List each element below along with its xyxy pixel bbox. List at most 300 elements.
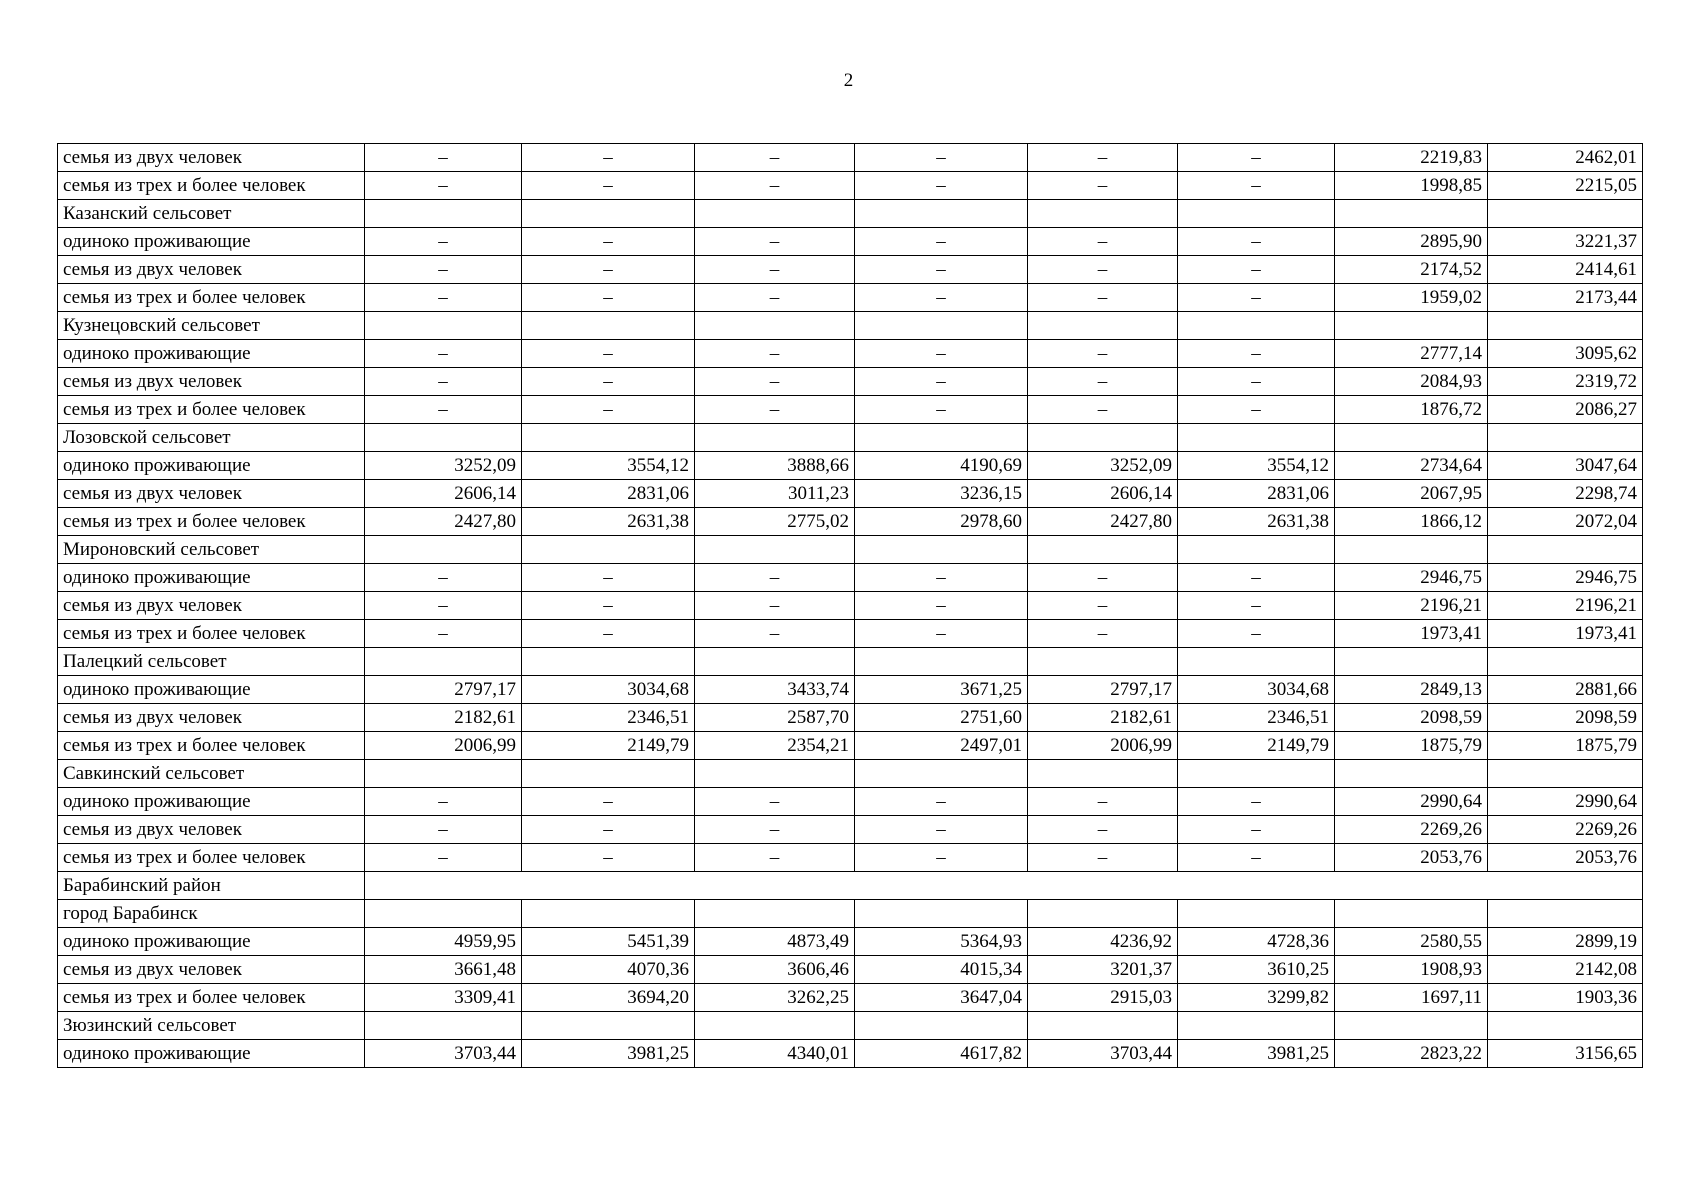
table-cell: – bbox=[522, 396, 695, 424]
table-cell: – bbox=[1028, 228, 1178, 256]
table-row bbox=[58, 452, 1643, 480]
empty-cell bbox=[1028, 312, 1178, 340]
table-cell: – bbox=[522, 144, 695, 172]
table-cell: 4959,95 bbox=[365, 928, 522, 956]
table-row bbox=[58, 732, 1643, 760]
table-cell: 3262,25 bbox=[695, 984, 855, 1012]
table-cell: 2067,95 bbox=[1335, 480, 1488, 508]
table-cell: – bbox=[695, 620, 855, 648]
table-cell: – bbox=[522, 256, 695, 284]
empty-cell bbox=[365, 200, 522, 228]
table-cell: 2298,74 bbox=[1488, 480, 1643, 508]
row-label: одиноко проживающие bbox=[58, 452, 365, 480]
table-cell: 2462,01 bbox=[1488, 144, 1643, 172]
section-row bbox=[58, 900, 1643, 928]
empty-cell bbox=[365, 536, 522, 564]
table-cell: – bbox=[695, 340, 855, 368]
district-label: Барабинский район bbox=[58, 872, 365, 900]
table-cell: – bbox=[1028, 368, 1178, 396]
empty-cell bbox=[695, 536, 855, 564]
table-cell: 2587,70 bbox=[695, 704, 855, 732]
empty-cell bbox=[522, 536, 695, 564]
row-label: одиноко проживающие bbox=[58, 788, 365, 816]
row-label: семья из двух человек bbox=[58, 480, 365, 508]
table-row bbox=[58, 256, 1643, 284]
table-cell: – bbox=[1028, 172, 1178, 200]
table-cell: 2631,38 bbox=[1178, 508, 1335, 536]
table-cell: 2346,51 bbox=[1178, 704, 1335, 732]
empty-cell bbox=[695, 1012, 855, 1040]
empty-cell bbox=[1028, 424, 1178, 452]
row-label: семья из двух человек bbox=[58, 956, 365, 984]
table-cell: 1866,12 bbox=[1335, 508, 1488, 536]
row-label: семья из двух человек bbox=[58, 144, 365, 172]
table-cell: 3981,25 bbox=[522, 1040, 695, 1068]
table-cell: 2215,05 bbox=[1488, 172, 1643, 200]
table-cell: – bbox=[1028, 144, 1178, 172]
row-label: семья из двух человек bbox=[58, 368, 365, 396]
table-cell: 5451,39 bbox=[522, 928, 695, 956]
empty-cell bbox=[695, 200, 855, 228]
table-cell: – bbox=[855, 396, 1028, 424]
empty-cell bbox=[1488, 200, 1643, 228]
empty-cell bbox=[1488, 536, 1643, 564]
table-cell: 2831,06 bbox=[1178, 480, 1335, 508]
table-row bbox=[58, 480, 1643, 508]
table-cell: – bbox=[1028, 396, 1178, 424]
table-cell: 2915,03 bbox=[1028, 984, 1178, 1012]
empty-cell bbox=[695, 312, 855, 340]
table-cell: 2149,79 bbox=[522, 732, 695, 760]
table-cell: 2086,27 bbox=[1488, 396, 1643, 424]
table-cell: – bbox=[1028, 284, 1178, 312]
table-cell: 2072,04 bbox=[1488, 508, 1643, 536]
table-cell: 3888,66 bbox=[695, 452, 855, 480]
table-cell: 2414,61 bbox=[1488, 256, 1643, 284]
empty-cell bbox=[365, 872, 1643, 900]
empty-cell bbox=[1178, 200, 1335, 228]
empty-cell bbox=[522, 1012, 695, 1040]
table-row bbox=[58, 228, 1643, 256]
table-cell: – bbox=[695, 228, 855, 256]
table-cell: 2427,80 bbox=[365, 508, 522, 536]
table-cell: 4340,01 bbox=[695, 1040, 855, 1068]
empty-cell bbox=[1488, 760, 1643, 788]
empty-cell bbox=[1488, 648, 1643, 676]
empty-cell bbox=[1028, 200, 1178, 228]
table-cell: 3554,12 bbox=[522, 452, 695, 480]
empty-cell bbox=[1335, 1012, 1488, 1040]
table-cell: 3671,25 bbox=[855, 676, 1028, 704]
table-cell: 1959,02 bbox=[1335, 284, 1488, 312]
table-cell: 2196,21 bbox=[1335, 592, 1488, 620]
table-cell: – bbox=[365, 368, 522, 396]
table-cell: – bbox=[1178, 620, 1335, 648]
table-cell: – bbox=[695, 844, 855, 872]
empty-cell bbox=[1178, 760, 1335, 788]
table-cell: 3252,09 bbox=[365, 452, 522, 480]
table-cell: 2319,72 bbox=[1488, 368, 1643, 396]
table-row bbox=[58, 816, 1643, 844]
section-row bbox=[58, 200, 1643, 228]
tariff-table bbox=[57, 143, 1643, 1068]
table-cell: 2174,52 bbox=[1335, 256, 1488, 284]
empty-cell bbox=[522, 900, 695, 928]
empty-cell bbox=[1178, 648, 1335, 676]
table-cell: 2606,14 bbox=[365, 480, 522, 508]
table-cell: 2142,08 bbox=[1488, 956, 1643, 984]
table-row bbox=[58, 788, 1643, 816]
empty-cell bbox=[522, 648, 695, 676]
table-cell: 2978,60 bbox=[855, 508, 1028, 536]
row-label: семья из трех и более человек bbox=[58, 284, 365, 312]
table-row bbox=[58, 984, 1643, 1012]
table-cell: – bbox=[1028, 256, 1178, 284]
table-row bbox=[58, 144, 1643, 172]
empty-cell bbox=[695, 900, 855, 928]
table-cell: – bbox=[1178, 144, 1335, 172]
empty-cell bbox=[1335, 424, 1488, 452]
table-cell: – bbox=[855, 256, 1028, 284]
row-label: семья из трех и более человек bbox=[58, 620, 365, 648]
table-cell: 3647,04 bbox=[855, 984, 1028, 1012]
table-cell: 4728,36 bbox=[1178, 928, 1335, 956]
table-cell: 2149,79 bbox=[1178, 732, 1335, 760]
empty-cell bbox=[855, 536, 1028, 564]
table-cell: – bbox=[522, 620, 695, 648]
table-cell: 2990,64 bbox=[1488, 788, 1643, 816]
empty-cell bbox=[695, 760, 855, 788]
row-label: семья из двух человек bbox=[58, 816, 365, 844]
table-cell: 2098,59 bbox=[1335, 704, 1488, 732]
table-cell: 2823,22 bbox=[1335, 1040, 1488, 1068]
table-cell: 2990,64 bbox=[1335, 788, 1488, 816]
row-label: семья из двух человек bbox=[58, 256, 365, 284]
table-cell: – bbox=[365, 844, 522, 872]
empty-cell bbox=[855, 424, 1028, 452]
page-number: 2 bbox=[843, 70, 854, 91]
empty-cell bbox=[522, 424, 695, 452]
table-row bbox=[58, 284, 1643, 312]
empty-cell bbox=[1178, 536, 1335, 564]
row-label: семья из двух человек bbox=[58, 704, 365, 732]
table-row bbox=[58, 928, 1643, 956]
table-cell: 2797,17 bbox=[1028, 676, 1178, 704]
table-cell: – bbox=[1178, 592, 1335, 620]
empty-cell bbox=[1178, 424, 1335, 452]
table-cell: 3095,62 bbox=[1488, 340, 1643, 368]
table-cell: 2006,99 bbox=[1028, 732, 1178, 760]
table-cell: 2182,61 bbox=[1028, 704, 1178, 732]
table-cell: – bbox=[855, 844, 1028, 872]
table-cell: 2899,19 bbox=[1488, 928, 1643, 956]
table-cell: – bbox=[855, 144, 1028, 172]
table-cell: 4070,36 bbox=[522, 956, 695, 984]
table-cell: 3554,12 bbox=[1178, 452, 1335, 480]
empty-cell bbox=[365, 424, 522, 452]
table-cell: – bbox=[522, 172, 695, 200]
table-cell: 3309,41 bbox=[365, 984, 522, 1012]
table-cell: – bbox=[522, 228, 695, 256]
table-cell: 2173,44 bbox=[1488, 284, 1643, 312]
section-label: Савкинский сельсовет bbox=[58, 760, 365, 788]
table-cell: – bbox=[695, 592, 855, 620]
table-cell: – bbox=[695, 816, 855, 844]
row-label: семья из двух человек bbox=[58, 592, 365, 620]
table-cell: 2269,26 bbox=[1335, 816, 1488, 844]
empty-cell bbox=[1178, 900, 1335, 928]
table-cell: 3034,68 bbox=[522, 676, 695, 704]
table-cell: 2497,01 bbox=[855, 732, 1028, 760]
table-cell: 2219,83 bbox=[1335, 144, 1488, 172]
empty-cell bbox=[365, 760, 522, 788]
empty-cell bbox=[695, 648, 855, 676]
empty-cell bbox=[855, 312, 1028, 340]
table-cell: 2580,55 bbox=[1335, 928, 1488, 956]
table-cell: – bbox=[522, 368, 695, 396]
table-cell: 3694,20 bbox=[522, 984, 695, 1012]
empty-cell bbox=[1178, 1012, 1335, 1040]
table-cell: 1903,36 bbox=[1488, 984, 1643, 1012]
empty-cell bbox=[1028, 760, 1178, 788]
table-cell: – bbox=[365, 620, 522, 648]
empty-cell bbox=[1178, 312, 1335, 340]
table-cell: – bbox=[1178, 172, 1335, 200]
table-body bbox=[58, 144, 1643, 1068]
table-cell: 2946,75 bbox=[1488, 564, 1643, 592]
table-cell: – bbox=[365, 144, 522, 172]
empty-cell bbox=[1028, 1012, 1178, 1040]
table-cell: 2346,51 bbox=[522, 704, 695, 732]
table-cell: 5364,93 bbox=[855, 928, 1028, 956]
table-cell: – bbox=[365, 284, 522, 312]
table-cell: 2631,38 bbox=[522, 508, 695, 536]
table-cell: 4190,69 bbox=[855, 452, 1028, 480]
table-cell: 3661,48 bbox=[365, 956, 522, 984]
table-cell: – bbox=[1178, 368, 1335, 396]
table-row bbox=[58, 1040, 1643, 1068]
table-cell: – bbox=[1178, 564, 1335, 592]
table-cell: 2606,14 bbox=[1028, 480, 1178, 508]
table-cell: 3981,25 bbox=[1178, 1040, 1335, 1068]
table-row bbox=[58, 844, 1643, 872]
table-cell: 2084,93 bbox=[1335, 368, 1488, 396]
table-cell: – bbox=[365, 564, 522, 592]
table-row bbox=[58, 564, 1643, 592]
table-cell: – bbox=[1028, 788, 1178, 816]
table-cell: – bbox=[1178, 284, 1335, 312]
table-cell: 2269,26 bbox=[1488, 816, 1643, 844]
table-cell: – bbox=[695, 564, 855, 592]
section-row bbox=[58, 312, 1643, 340]
table-row bbox=[58, 396, 1643, 424]
table-cell: 3299,82 bbox=[1178, 984, 1335, 1012]
table-cell: – bbox=[1178, 228, 1335, 256]
table-cell: – bbox=[522, 284, 695, 312]
empty-cell bbox=[365, 648, 522, 676]
table-cell: – bbox=[695, 396, 855, 424]
table-cell: 3252,09 bbox=[1028, 452, 1178, 480]
table-row bbox=[58, 508, 1643, 536]
table-row bbox=[58, 592, 1643, 620]
table-cell: 2831,06 bbox=[522, 480, 695, 508]
section-label: Казанский сельсовет bbox=[58, 200, 365, 228]
table-cell: – bbox=[1028, 816, 1178, 844]
empty-cell bbox=[1488, 1012, 1643, 1040]
table-cell: 4236,92 bbox=[1028, 928, 1178, 956]
table-cell: – bbox=[522, 816, 695, 844]
table-cell: 4015,34 bbox=[855, 956, 1028, 984]
table-cell: 3703,44 bbox=[1028, 1040, 1178, 1068]
table-cell: 2053,76 bbox=[1488, 844, 1643, 872]
table-cell: – bbox=[855, 788, 1028, 816]
section-label: город Барабинск bbox=[58, 900, 365, 928]
empty-cell bbox=[365, 1012, 522, 1040]
row-label: семья из трех и более человек bbox=[58, 172, 365, 200]
table-cell: 3606,46 bbox=[695, 956, 855, 984]
table-cell: – bbox=[365, 396, 522, 424]
row-label: семья из трех и более человек bbox=[58, 732, 365, 760]
row-label: одиноко проживающие bbox=[58, 340, 365, 368]
section-row bbox=[58, 648, 1643, 676]
table-cell: 3034,68 bbox=[1178, 676, 1335, 704]
table-cell: 3221,37 bbox=[1488, 228, 1643, 256]
table-cell: – bbox=[695, 284, 855, 312]
table-cell: 2946,75 bbox=[1335, 564, 1488, 592]
section-label: Мироновский сельсовет bbox=[58, 536, 365, 564]
table-cell: – bbox=[1178, 844, 1335, 872]
table-cell: – bbox=[365, 228, 522, 256]
district-row bbox=[58, 872, 1643, 900]
table-cell: – bbox=[1028, 564, 1178, 592]
row-label: семья из трех и более человек bbox=[58, 844, 365, 872]
table-cell: – bbox=[695, 144, 855, 172]
table-cell: – bbox=[855, 368, 1028, 396]
empty-cell bbox=[365, 900, 522, 928]
table-cell: – bbox=[522, 340, 695, 368]
row-label: одиноко проживающие bbox=[58, 1040, 365, 1068]
table-cell: – bbox=[1178, 256, 1335, 284]
table-cell: 1973,41 bbox=[1335, 620, 1488, 648]
table-cell: – bbox=[365, 172, 522, 200]
table-cell: 3047,64 bbox=[1488, 452, 1643, 480]
table-cell: 3201,37 bbox=[1028, 956, 1178, 984]
table-cell: 3610,25 bbox=[1178, 956, 1335, 984]
empty-cell bbox=[1335, 312, 1488, 340]
section-label: Палецкий сельсовет bbox=[58, 648, 365, 676]
table-cell: – bbox=[855, 564, 1028, 592]
empty-cell bbox=[522, 200, 695, 228]
row-label: одиноко проживающие bbox=[58, 228, 365, 256]
table-cell: – bbox=[1028, 844, 1178, 872]
table-cell: – bbox=[365, 592, 522, 620]
empty-cell bbox=[855, 648, 1028, 676]
table-cell: 2182,61 bbox=[365, 704, 522, 732]
table-cell: – bbox=[695, 788, 855, 816]
table-cell: 2881,66 bbox=[1488, 676, 1643, 704]
section-label: Кузнецовский сельсовет bbox=[58, 312, 365, 340]
table-cell: – bbox=[855, 228, 1028, 256]
table-cell: – bbox=[522, 564, 695, 592]
table-cell: 3703,44 bbox=[365, 1040, 522, 1068]
table-cell: – bbox=[1028, 592, 1178, 620]
table-cell: – bbox=[365, 340, 522, 368]
row-label: семья из трех и более человек bbox=[58, 984, 365, 1012]
table-cell: 2427,80 bbox=[1028, 508, 1178, 536]
table-cell: – bbox=[522, 592, 695, 620]
section-label: Зюзинский сельсовет bbox=[58, 1012, 365, 1040]
empty-cell bbox=[1335, 760, 1488, 788]
table-cell: – bbox=[695, 172, 855, 200]
table-row bbox=[58, 956, 1643, 984]
table-cell: 2775,02 bbox=[695, 508, 855, 536]
table-cell: 2734,64 bbox=[1335, 452, 1488, 480]
empty-cell bbox=[1335, 648, 1488, 676]
table-row bbox=[58, 172, 1643, 200]
table-cell: – bbox=[522, 844, 695, 872]
table-cell: 3236,15 bbox=[855, 480, 1028, 508]
table-cell: – bbox=[855, 620, 1028, 648]
empty-cell bbox=[1335, 536, 1488, 564]
table-cell: 3011,23 bbox=[695, 480, 855, 508]
empty-cell bbox=[1488, 900, 1643, 928]
table-cell: 2196,21 bbox=[1488, 592, 1643, 620]
table-cell: 2354,21 bbox=[695, 732, 855, 760]
table-cell: 3156,65 bbox=[1488, 1040, 1643, 1068]
row-label: семья из трех и более человек bbox=[58, 508, 365, 536]
table-cell: – bbox=[695, 368, 855, 396]
empty-cell bbox=[1028, 648, 1178, 676]
table-cell: 1876,72 bbox=[1335, 396, 1488, 424]
table-cell: 2797,17 bbox=[365, 676, 522, 704]
section-row bbox=[58, 1012, 1643, 1040]
empty-cell bbox=[522, 312, 695, 340]
empty-cell bbox=[1335, 200, 1488, 228]
section-row bbox=[58, 424, 1643, 452]
table-cell: – bbox=[365, 256, 522, 284]
table-cell: – bbox=[855, 816, 1028, 844]
empty-cell bbox=[1028, 536, 1178, 564]
empty-cell bbox=[855, 760, 1028, 788]
table-cell: – bbox=[1178, 340, 1335, 368]
table-cell: – bbox=[855, 340, 1028, 368]
table-cell: – bbox=[1178, 816, 1335, 844]
table-cell: 1875,79 bbox=[1335, 732, 1488, 760]
table-cell: 3433,74 bbox=[695, 676, 855, 704]
table-cell: 4617,82 bbox=[855, 1040, 1028, 1068]
table-cell: 2053,76 bbox=[1335, 844, 1488, 872]
empty-cell bbox=[855, 900, 1028, 928]
table-cell: – bbox=[1178, 396, 1335, 424]
section-row bbox=[58, 760, 1643, 788]
empty-cell bbox=[1488, 312, 1643, 340]
empty-cell bbox=[365, 312, 522, 340]
table-row bbox=[58, 704, 1643, 732]
table-cell: 2751,60 bbox=[855, 704, 1028, 732]
table-cell: – bbox=[1028, 620, 1178, 648]
row-label: одиноко проживающие bbox=[58, 928, 365, 956]
table-cell: – bbox=[365, 788, 522, 816]
section-label: Лозовской сельсовет bbox=[58, 424, 365, 452]
table-row bbox=[58, 620, 1643, 648]
table-cell: 4873,49 bbox=[695, 928, 855, 956]
empty-cell bbox=[855, 1012, 1028, 1040]
table-cell: – bbox=[855, 172, 1028, 200]
empty-cell bbox=[522, 760, 695, 788]
empty-cell bbox=[1335, 900, 1488, 928]
empty-cell bbox=[1488, 424, 1643, 452]
table-cell: – bbox=[365, 816, 522, 844]
